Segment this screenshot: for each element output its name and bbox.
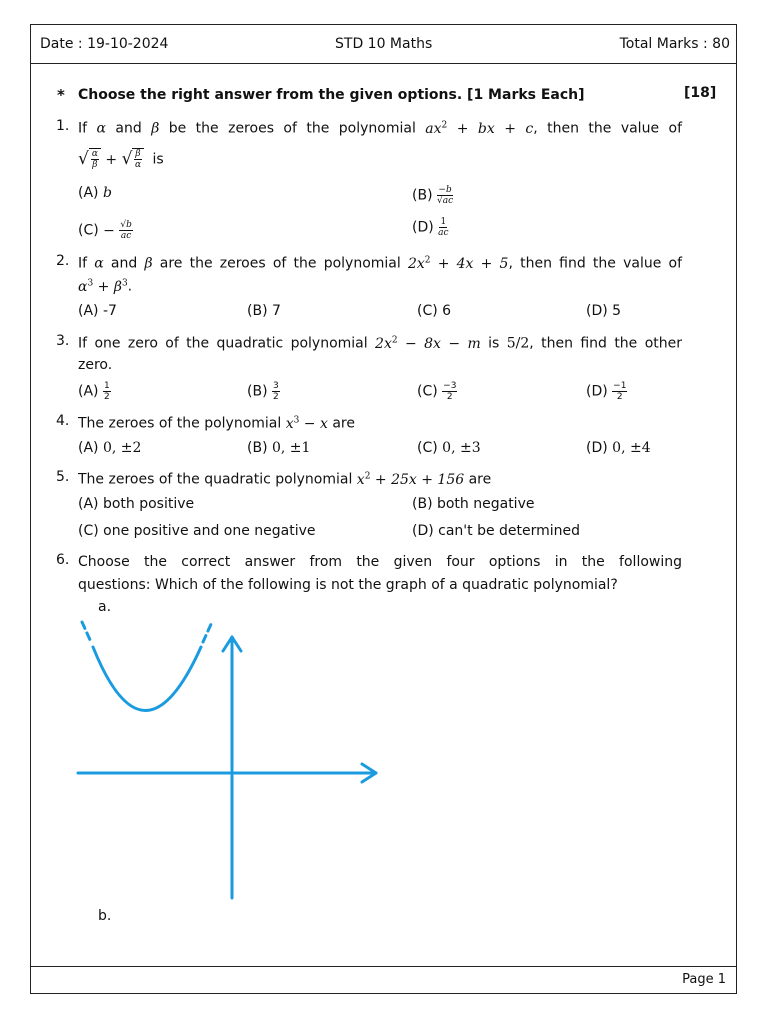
graph-a-label: a. [98, 599, 112, 615]
graph-a [60, 612, 400, 907]
question-1-text: If α and β be the zeroes of the polynomial $ax^2$ + bx + c, then the value of [78, 120, 682, 137]
question-1-option-d: (D) $\frac{1}{ac}$ [412, 217, 449, 238]
question-1-number: 1. [56, 118, 70, 134]
header-bar [31, 25, 736, 64]
subject-label: STD 10 Maths [335, 36, 433, 52]
instruction-marks: [18] [684, 85, 717, 101]
question-5-text: The zeroes of the quadratic polynomial $x^2 + 25x + 156$ are [78, 471, 492, 488]
question-2-option-a: (A) -7 [78, 303, 117, 319]
question-2-option-c: (C) 6 [417, 303, 452, 319]
question-3-option-c: (C) $\frac{-3}{2}$ [417, 381, 457, 402]
question-5-option-a: (A) both positive [78, 496, 195, 512]
page-number: Page 1 [682, 972, 726, 987]
parabola-curve [93, 647, 201, 711]
question-2-text: If α and β are the zeroes of the polynomial $2x^2 + 4x + 5$, then find the value of [78, 255, 683, 272]
parabola-dashed-left [82, 622, 91, 642]
total-marks-label: Total Marks : 80 [619, 36, 730, 52]
question-4-option-d: (D) 0, ±4 [586, 440, 651, 456]
question-4-option-b: (B) 0, ±1 [247, 440, 311, 456]
question-4-option-a: (A) 0, ±2 [78, 440, 142, 456]
question-2-expression: $\alpha^3 + \beta^3$. [78, 278, 133, 295]
question-3-text-cont: zero. [78, 357, 113, 373]
question-6-text-line2: questions: Which of the following is not the graph of a quadratic polynomial? [78, 577, 618, 593]
parabola-dashed-right [203, 622, 212, 642]
footer-bar [31, 966, 736, 993]
date-label: Date : 19-10-2024 [40, 36, 169, 52]
instruction-bullet: * [57, 86, 65, 104]
graph-b-label: b. [98, 908, 112, 924]
question-3-number: 3. [56, 333, 70, 349]
instruction-text: Choose the right answer from the given options. [1 Marks Each] [78, 87, 585, 103]
question-3-option-b: (B) $\frac{3}{2}$ [247, 381, 279, 402]
question-1-expression: √ $\frac{\alpha}{\beta}$ + √ $\frac{\beta}{\alpha}$ is [78, 148, 164, 170]
question-1-option-a: (A) b [78, 185, 112, 201]
question-1-option-c: (C) − $\frac{√b}{ac}$ [78, 220, 132, 241]
question-2-option-b: (B) 7 [247, 303, 281, 319]
question-5-option-c: (C) one positive and one negative [78, 523, 316, 539]
question-6-text-line1: Choose the correct answer from the given four options in the following [78, 554, 682, 570]
question-4-number: 4. [56, 413, 70, 429]
question-5-number: 5. [56, 469, 70, 485]
question-3-text: If one zero of the quadratic polynomial $2x^2 - 8x - m$ is 5/2, then find the other [78, 335, 682, 352]
question-2-option-d: (D) 5 [586, 303, 622, 319]
question-4-text: The zeroes of the polynomial $x^3 - x$ are [78, 415, 355, 432]
question-3-option-d: (D) $\frac{-1}{2}$ [586, 381, 627, 402]
question-2-number: 2. [56, 253, 70, 269]
question-3-option-a: (A) $\frac{1}{2}$ [78, 381, 110, 402]
question-5-option-d: (D) can't be determined [412, 523, 581, 539]
question-4-option-c: (C) 0, ±3 [417, 440, 481, 456]
question-1-option-b: (B) $\frac{-b}{√ac}$ [412, 185, 454, 206]
question-5-option-b: (B) both negative [412, 496, 535, 512]
question-6-number: 6. [56, 552, 70, 568]
